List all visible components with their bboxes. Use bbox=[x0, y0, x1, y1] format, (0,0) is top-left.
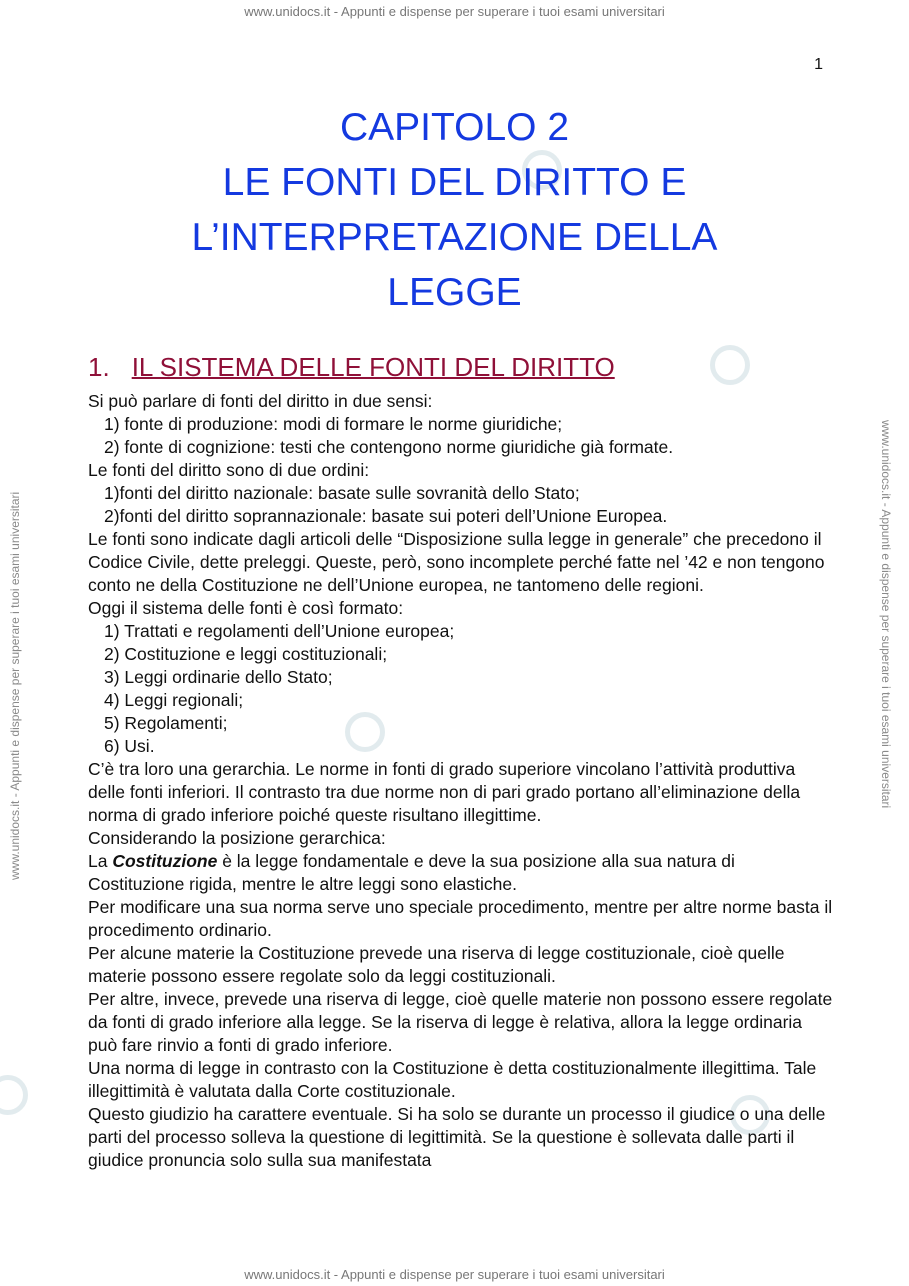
list-item: 6) Usi. bbox=[104, 736, 155, 756]
list-item: 1)fonti del diritto nazionale: basate sulle sovranità dello Stato; bbox=[104, 483, 580, 503]
paragraph: Le fonti sono indicate dagli articoli delle “Disposizione sulla legge in generale” che precedono il Codice Civile, dette preleggi. Queste, però, sono incomplete perché fatte nel ’42 e non tengono conto ne della Costituzione ne dell’Unione europea, ne tantomeno delle regioni. bbox=[88, 529, 825, 595]
list-item: 1) Trattati e regolamenti dell’Unione europea; bbox=[104, 621, 455, 641]
list-item: 1) fonte di produzione: modi di formare le norme giuridiche; bbox=[104, 414, 563, 434]
list-item: 5) Regolamenti; bbox=[104, 713, 228, 733]
list-item: 2) Costituzione e leggi costituzionali; bbox=[104, 644, 388, 664]
chapter-line: CAPITOLO 2 bbox=[339, 106, 570, 149]
paragraph: Per alcune materie la Costituzione prevede una riserva di legge costituzionale, cioè quelle materie possono essere regolate solo da leggi costituzionali. bbox=[88, 943, 785, 986]
paragraph: Per altre, invece, prevede una riserva di legge, cioè quelle materie non possono essere regolate da fonti di grado inferiore alla legge. Se la riserva di legge è relativa, allora la legge ordinaria può fare rinvio a fonti di grado inferiore. bbox=[88, 989, 833, 1055]
section-number: 1. bbox=[88, 352, 110, 382]
watermark-logo-icon bbox=[710, 345, 750, 385]
list-item: 4) Leggi regionali; bbox=[104, 690, 244, 710]
watermark-top: www.unidocs.it - Appunti e dispense per superare i tuoi esami universitari bbox=[244, 4, 665, 19]
paragraph: Per modificare una sua norma serve uno speciale procedimento, mentre per altre norme basta il procedimento ordinario. bbox=[88, 897, 833, 940]
paragraph: Questo giudizio ha carattere eventuale. Si ha solo se durante un processo il giudice o una delle parti del processo solleva la questione di legittimità. Se la questione è sollevata dalle parti il giudice pronuncia solo sulla sua manifestata bbox=[88, 1104, 826, 1170]
paragraph bbox=[88, 850, 833, 896]
watermark-bottom: www.unidocs.it - Appunti e dispense per superare i tuoi esami universitari bbox=[244, 1267, 665, 1282]
text-run: La bbox=[88, 851, 113, 871]
paragraph: C’è tra loro una gerarchia. Le norme in fonti di grado superiore vincolano l’attività produttiva delle fonti inferiori. Il contrasto tra due norme non di pari grado portano all’eliminazione della norma di grado inferiore poiché queste risultano illegittime. bbox=[88, 759, 801, 825]
paragraph: Si può parlare di fonti del diritto in due sensi: bbox=[88, 391, 433, 411]
list-item: 3) Leggi ordinarie dello Stato; bbox=[104, 667, 333, 687]
body-text bbox=[88, 390, 833, 1172]
paragraph: Considerando la posizione gerarchica: bbox=[88, 828, 386, 848]
section-heading bbox=[88, 352, 615, 383]
paragraph: Una norma di legge in contrasto con la Costituzione è detta costituzionalmente illegittima. Tale illegittimità è valutata dalla Corte costituzionale. bbox=[88, 1058, 817, 1101]
section-title: IL SISTEMA DELLE FONTI DEL DIRITTO bbox=[131, 352, 615, 382]
paragraph: Oggi il sistema delle fonti è così formato: bbox=[88, 598, 404, 618]
text-run: è la legge fondamentale e deve la sua posizione alla sua natura di Costituzione rigida, mentre le altre leggi sono elastiche. bbox=[88, 851, 735, 894]
chapter-line: LE FONTI DEL DIRITTO E bbox=[222, 161, 687, 204]
watermark-left: www.unidocs.it - Appunti e dispense per superare i tuoi esami universitari bbox=[8, 491, 22, 880]
paragraph: Le fonti del diritto sono di due ordini: bbox=[88, 460, 370, 480]
list-item: 2)fonti del diritto soprannazionale: basate sui poteri dell’Unione Europea. bbox=[104, 506, 668, 526]
chapter-heading bbox=[0, 100, 909, 320]
page-number: 1 bbox=[814, 56, 823, 73]
emphasis-costituzione: Costituzione bbox=[112, 851, 218, 871]
chapter-line: L’INTERPRETAZIONE DELLA bbox=[191, 216, 718, 259]
list-item: 2) fonte di cognizione: testi che contengono norme giuridiche già formate. bbox=[104, 437, 674, 457]
watermark-right: www.unidocs.it - Appunti e dispense per superare i tuoi esami universitari bbox=[879, 420, 893, 809]
chapter-line: LEGGE bbox=[387, 271, 522, 314]
watermark-logo-icon bbox=[0, 1075, 28, 1115]
